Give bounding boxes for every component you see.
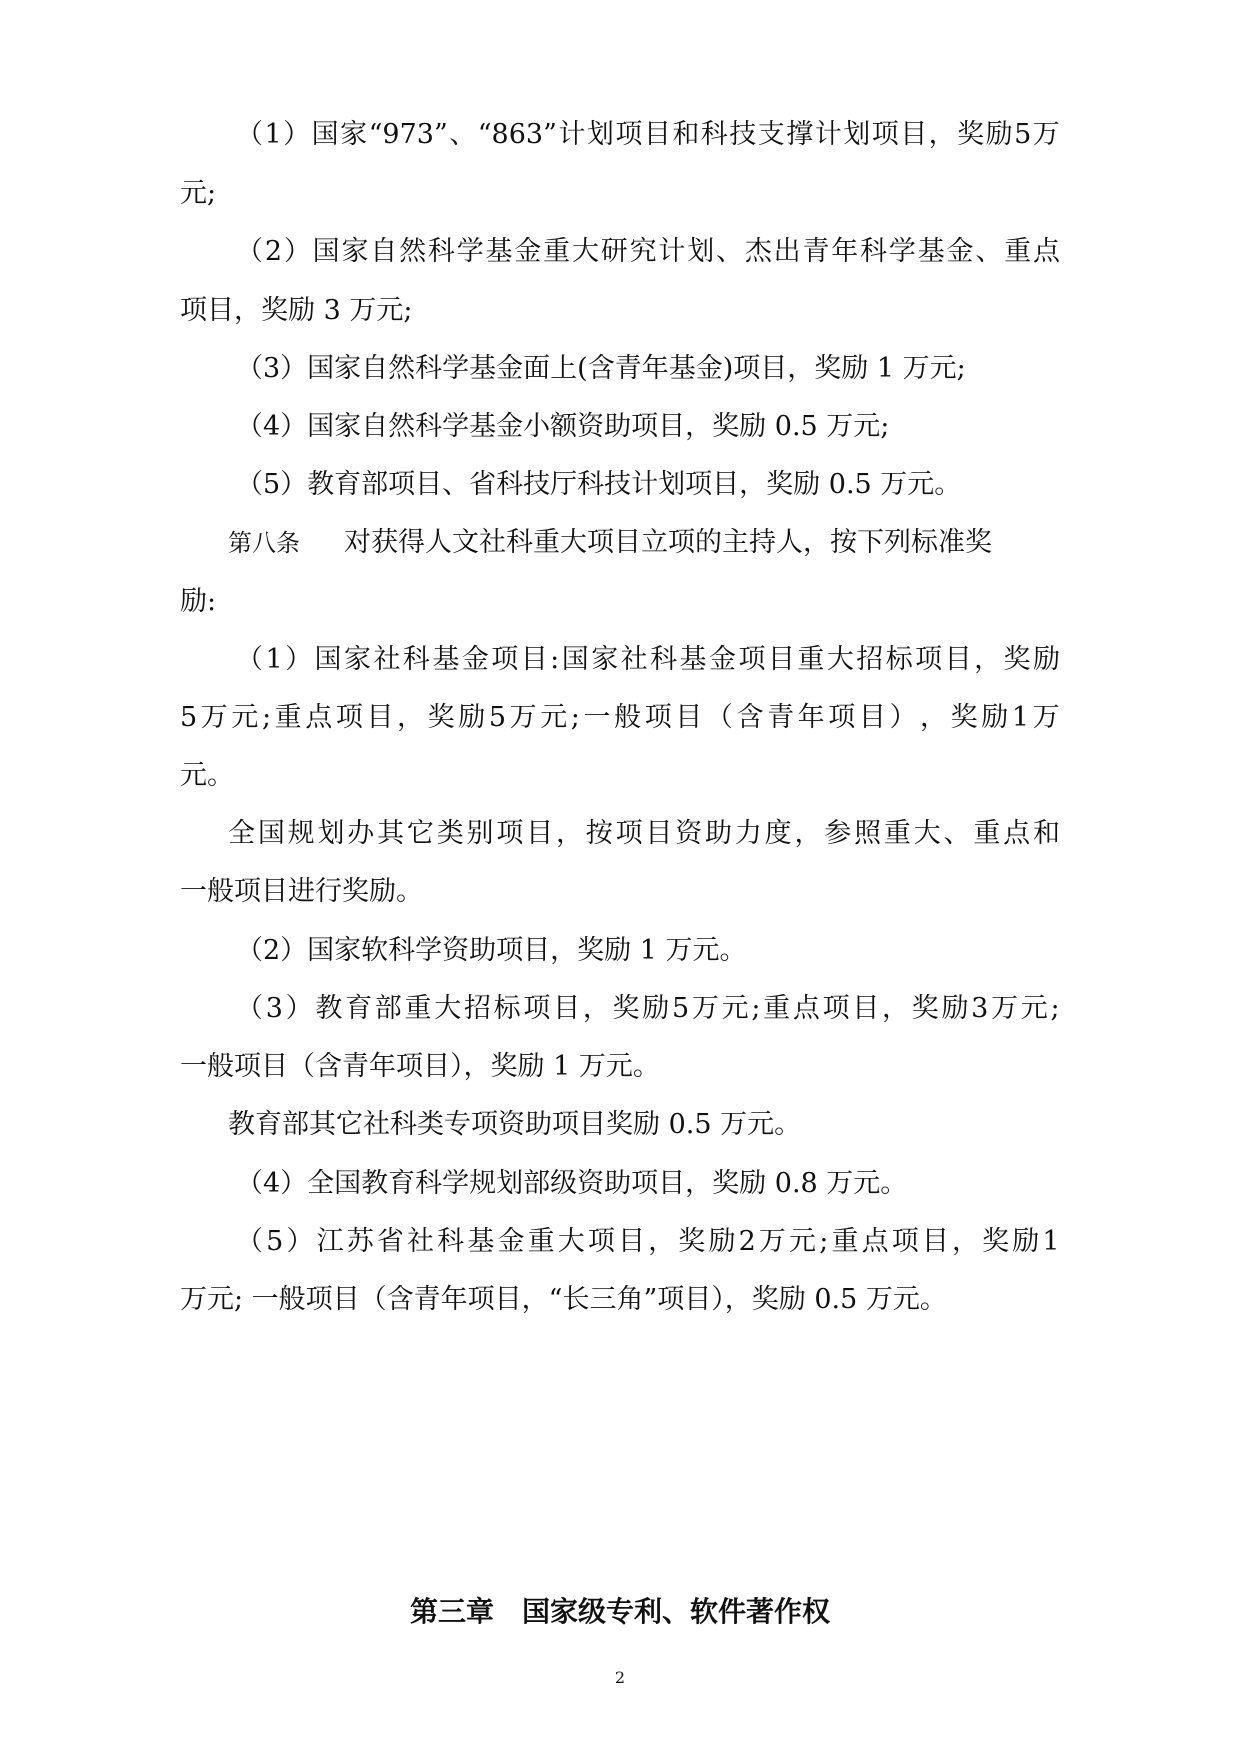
glyph: 国 — [314, 644, 342, 675]
glyph: 标 — [493, 993, 521, 1024]
glyph: 大 — [434, 993, 462, 1024]
glyph: 国 — [312, 236, 340, 267]
glyph: 它 — [406, 818, 434, 849]
glyph: ） — [283, 236, 311, 267]
glyph: 苏 — [346, 1226, 374, 1257]
glyph: 目 — [767, 644, 795, 675]
glyph: ， — [397, 702, 425, 733]
glyph: 按 — [585, 818, 613, 849]
glyph: 计 — [658, 236, 686, 267]
glyph: 度 — [764, 818, 792, 849]
paragraph-line — [180, 115, 1060, 155]
glyph: 撑 — [786, 119, 814, 150]
chapter-title: 第三章 国家级专利、软件著作权 — [409, 1595, 830, 1628]
glyph: 究 — [629, 236, 657, 267]
glyph: 国 — [311, 119, 339, 150]
glyph: ） — [283, 119, 311, 150]
glyph: 点 — [305, 702, 333, 733]
glyph: 1 — [1011, 702, 1029, 733]
glyph: 基 — [679, 644, 707, 675]
glyph: 重 — [1004, 236, 1032, 267]
glyph: 社 — [407, 1226, 435, 1257]
glyph: 项 — [871, 119, 899, 150]
glyph: 科 — [402, 644, 430, 675]
glyph: 重 — [274, 702, 302, 733]
glyph: 5 — [266, 1226, 284, 1257]
glyph: 基 — [917, 236, 945, 267]
glyph: 照 — [854, 818, 882, 849]
glyph: 大 — [571, 236, 599, 267]
glyph: 目 — [526, 818, 554, 849]
paragraph-line: 项目，奖励 3 万元; — [180, 295, 413, 326]
glyph: 划 — [687, 236, 715, 267]
glyph: 、 — [975, 236, 1003, 267]
glyph: （ — [236, 119, 263, 150]
glyph: 3 — [265, 993, 283, 1024]
glyph: 元 — [1020, 993, 1048, 1024]
glyph: 国 — [257, 818, 285, 849]
glyph: 、 — [943, 818, 971, 849]
glyph: 目 — [852, 993, 880, 1024]
glyph: 万 — [691, 993, 719, 1024]
glyph: 然 — [399, 236, 427, 267]
glyph: 金 — [497, 1226, 525, 1257]
glyph: 项 — [891, 1226, 919, 1257]
glyph: 重 — [883, 818, 911, 849]
glyph: 目 — [675, 702, 703, 733]
paragraph-line: 励: — [180, 586, 217, 617]
glyph: ） — [286, 1226, 314, 1257]
glyph: 奖 — [612, 993, 640, 1024]
glyph: : — [550, 644, 560, 675]
paragraph-line: （4）国家自然科学基金小额资助项目，奖励 0.5 万元; — [236, 411, 890, 442]
glyph: （ — [236, 236, 263, 267]
glyph: 一 — [583, 702, 611, 733]
glyph: 2 — [264, 236, 282, 267]
glyph: “863” — [477, 119, 557, 150]
glyph: 目 — [643, 119, 671, 150]
glyph: 项 — [491, 644, 519, 675]
glyph: 标 — [885, 644, 913, 675]
glyph: （ — [236, 993, 263, 1024]
glyph: 元 — [231, 702, 259, 733]
glyph: 青 — [767, 702, 795, 733]
glyph: 技 — [729, 119, 757, 150]
glyph: 万 — [991, 993, 1019, 1024]
glyph: 重 — [797, 644, 825, 675]
glyph: 目 — [858, 702, 886, 733]
glyph: 江 — [316, 1226, 344, 1257]
glyph: 万 — [758, 1226, 786, 1257]
glyph: ， — [920, 702, 948, 733]
glyph: ; — [570, 702, 580, 733]
glyph: 项 — [615, 818, 643, 849]
glyph: ， — [582, 993, 610, 1024]
glyph: 金 — [709, 644, 736, 675]
glyph: 奖 — [1003, 644, 1031, 675]
glyph: 年 — [797, 702, 825, 733]
glyph: 划 — [843, 119, 871, 150]
glyph: 学 — [456, 236, 484, 267]
glyph: 万 — [200, 702, 228, 733]
glyph: 项 — [335, 702, 363, 733]
paragraph-line: 元; — [180, 178, 217, 209]
glyph: 万 — [509, 702, 537, 733]
glyph: 元 — [721, 993, 749, 1024]
paragraph-line: （4）全国教育科学规划部级资助项目，奖励 0.8 万元。 — [236, 1168, 908, 1199]
glyph: 重 — [831, 1226, 859, 1257]
glyph: 年 — [831, 236, 859, 267]
glyph: 励 — [458, 702, 486, 733]
glyph: 招 — [463, 993, 491, 1024]
glyph: 计 — [814, 119, 842, 150]
paragraph-line — [180, 698, 1060, 738]
glyph: 点 — [861, 1226, 889, 1257]
glyph: 招 — [856, 644, 884, 675]
glyph: 规 — [287, 818, 315, 849]
glyph: 励 — [985, 119, 1013, 150]
paragraph-line — [180, 814, 1060, 854]
paragraph-line — [180, 1222, 1060, 1262]
glyph: 励 — [981, 702, 1009, 733]
glyph: 支 — [757, 119, 785, 150]
glyph: 基 — [467, 1226, 495, 1257]
glyph: 励 — [1032, 644, 1060, 675]
glyph: 育 — [345, 993, 373, 1024]
glyph: 、 — [449, 119, 477, 150]
glyph: 奖 — [950, 702, 978, 733]
page-number: 2 — [614, 1668, 626, 1687]
article-text: 对获得人文社科重大项目立项的主持人，按下列标准奖 — [344, 527, 992, 558]
glyph: 目 — [366, 702, 394, 733]
glyph: 助 — [705, 818, 732, 849]
glyph: 含 — [736, 702, 764, 733]
glyph: 重 — [404, 993, 432, 1024]
glyph: ; — [261, 702, 272, 733]
glyph: ; — [751, 993, 761, 1024]
glyph: 目 — [921, 1226, 949, 1257]
glyph: 般 — [614, 702, 642, 733]
glyph: （ — [236, 644, 263, 675]
glyph: 点 — [1003, 818, 1031, 849]
glyph: 其 — [377, 818, 405, 849]
paragraph-line: （5）教育部项目、省科技厅科技计划项目，奖励 0.5 万元。 — [236, 469, 962, 500]
glyph: 杰 — [744, 236, 772, 267]
glyph: 项 — [828, 702, 856, 733]
paragraph-line — [180, 640, 1060, 680]
glyph: 自 — [370, 236, 398, 267]
glyph: 和 — [672, 119, 700, 150]
glyph: 元 — [789, 1226, 817, 1257]
glyph: 项 — [496, 818, 524, 849]
glyph: 社 — [373, 644, 401, 675]
glyph: 基 — [432, 644, 460, 675]
glyph: 基 — [485, 236, 513, 267]
glyph: ） — [285, 644, 313, 675]
glyph: 教 — [315, 993, 343, 1024]
paragraph-line: 元。 — [180, 760, 234, 791]
glyph: 类 — [436, 818, 464, 849]
article-label: 第八条 — [228, 529, 300, 557]
glyph: 和 — [1032, 818, 1060, 849]
article-eight-line — [180, 523, 1060, 563]
glyph: 科 — [437, 1226, 465, 1257]
paragraph-line — [180, 989, 1060, 1029]
glyph: 金 — [461, 644, 489, 675]
glyph: 科 — [860, 236, 888, 267]
glyph: 参 — [824, 818, 852, 849]
glyph: 大 — [913, 818, 941, 849]
glyph: （ — [236, 1226, 263, 1257]
glyph: 项 — [523, 993, 551, 1024]
glyph: 项 — [587, 1226, 615, 1257]
glyph: 重 — [543, 236, 571, 267]
glyph: ， — [648, 1226, 676, 1257]
glyph: 奖 — [982, 1226, 1010, 1257]
glyph: 奖 — [957, 119, 985, 150]
glyph: （ — [705, 702, 733, 733]
glyph: ; — [819, 1226, 829, 1257]
glyph: 科 — [700, 119, 728, 150]
glyph: 大 — [826, 644, 854, 675]
glyph: 重 — [763, 993, 791, 1024]
glyph: 万 — [1032, 702, 1060, 733]
glyph: 奖 — [427, 702, 455, 733]
glyph: 办 — [347, 818, 375, 849]
glyph: 家 — [340, 119, 368, 150]
glyph: 资 — [675, 818, 703, 849]
glyph: “973” — [368, 119, 448, 150]
paragraph-line: 教育部其它社科类专项资助项目奖励 0.5 万元。 — [228, 1109, 802, 1140]
glyph: ， — [555, 818, 583, 849]
glyph: 1 — [265, 644, 283, 675]
glyph: 1 — [264, 119, 282, 150]
paragraph-line: （3）国家自然科学基金面上(含青年基金)项目，奖励 1 万元; — [236, 353, 966, 384]
glyph: 家 — [341, 236, 369, 267]
glyph: 目 — [618, 1226, 646, 1257]
paragraph-line — [180, 232, 1060, 272]
glyph: 1 — [1042, 1226, 1060, 1257]
glyph: 金 — [946, 236, 974, 267]
glyph: 力 — [734, 818, 762, 849]
glyph: 部 — [374, 993, 402, 1024]
glyph: 点 — [792, 993, 820, 1024]
glyph: 科 — [427, 236, 455, 267]
glyph: 5 — [671, 993, 690, 1024]
glyph: ， — [928, 119, 956, 150]
glyph: ） — [889, 702, 917, 733]
glyph: 励 — [1012, 1226, 1040, 1257]
glyph: 、 — [716, 236, 743, 267]
glyph: 目 — [944, 644, 972, 675]
glyph: 家 — [344, 644, 371, 675]
paragraph-line: 一般项目进行奖励。 — [180, 876, 423, 907]
glyph: 青 — [802, 236, 830, 267]
glyph: 项 — [915, 644, 943, 675]
glyph: 划 — [586, 119, 614, 150]
glyph: 励 — [708, 1226, 736, 1257]
glyph: 元 — [540, 702, 568, 733]
glyph: 励 — [941, 993, 969, 1024]
glyph: 金 — [514, 236, 542, 267]
glyph: 项 — [738, 644, 766, 675]
glyph: 项 — [615, 119, 643, 150]
glyph: 重 — [973, 818, 1001, 849]
glyph: 科 — [650, 644, 678, 675]
glyph: 重 — [527, 1226, 555, 1257]
glyph: 研 — [600, 236, 628, 267]
glyph: 计 — [558, 119, 586, 150]
glyph: 奖 — [911, 993, 939, 1024]
glyph: 全 — [228, 818, 255, 849]
glyph: 5 — [180, 702, 198, 733]
glyph: 2 — [738, 1226, 756, 1257]
glyph: 学 — [888, 236, 916, 267]
glyph: 家 — [591, 644, 619, 675]
glyph: 励 — [642, 993, 670, 1024]
glyph: 项 — [822, 993, 850, 1024]
glyph: 省 — [376, 1226, 404, 1257]
glyph: ， — [794, 818, 822, 849]
paragraph-line: （2）国家软科学资助项目，奖励 1 万元。 — [236, 935, 747, 966]
glyph: ， — [974, 644, 1002, 675]
glyph: 5 — [1014, 119, 1032, 150]
glyph: 万 — [1032, 119, 1060, 150]
glyph: 划 — [317, 818, 345, 849]
glyph: ） — [285, 993, 313, 1024]
glyph: 5 — [488, 702, 507, 733]
glyph: 出 — [773, 236, 801, 267]
glyph: ， — [882, 993, 910, 1024]
glyph: ， — [952, 1226, 979, 1257]
glyph: 大 — [557, 1226, 585, 1257]
paragraph-line: 万元; 一般项目（含青年项目，“长三角”项目），奖励 0.5 万元。 — [180, 1284, 947, 1315]
glyph: 项 — [644, 702, 672, 733]
glyph: 社 — [620, 644, 648, 675]
glyph: 点 — [1032, 236, 1060, 267]
glyph: 别 — [466, 818, 494, 849]
glyph: 目 — [520, 644, 548, 675]
paragraph-line: 一般项目（含青年项目），奖励 1 万元。 — [180, 1051, 660, 1082]
glyph: 目 — [645, 818, 673, 849]
document-page — [180, 0, 1060, 1754]
glyph: 目 — [900, 119, 928, 150]
glyph: ; — [1050, 993, 1060, 1024]
glyph: 国 — [561, 644, 589, 675]
glyph: 目 — [553, 993, 581, 1024]
glyph: 3 — [971, 993, 989, 1024]
glyph: 奖 — [678, 1226, 706, 1257]
